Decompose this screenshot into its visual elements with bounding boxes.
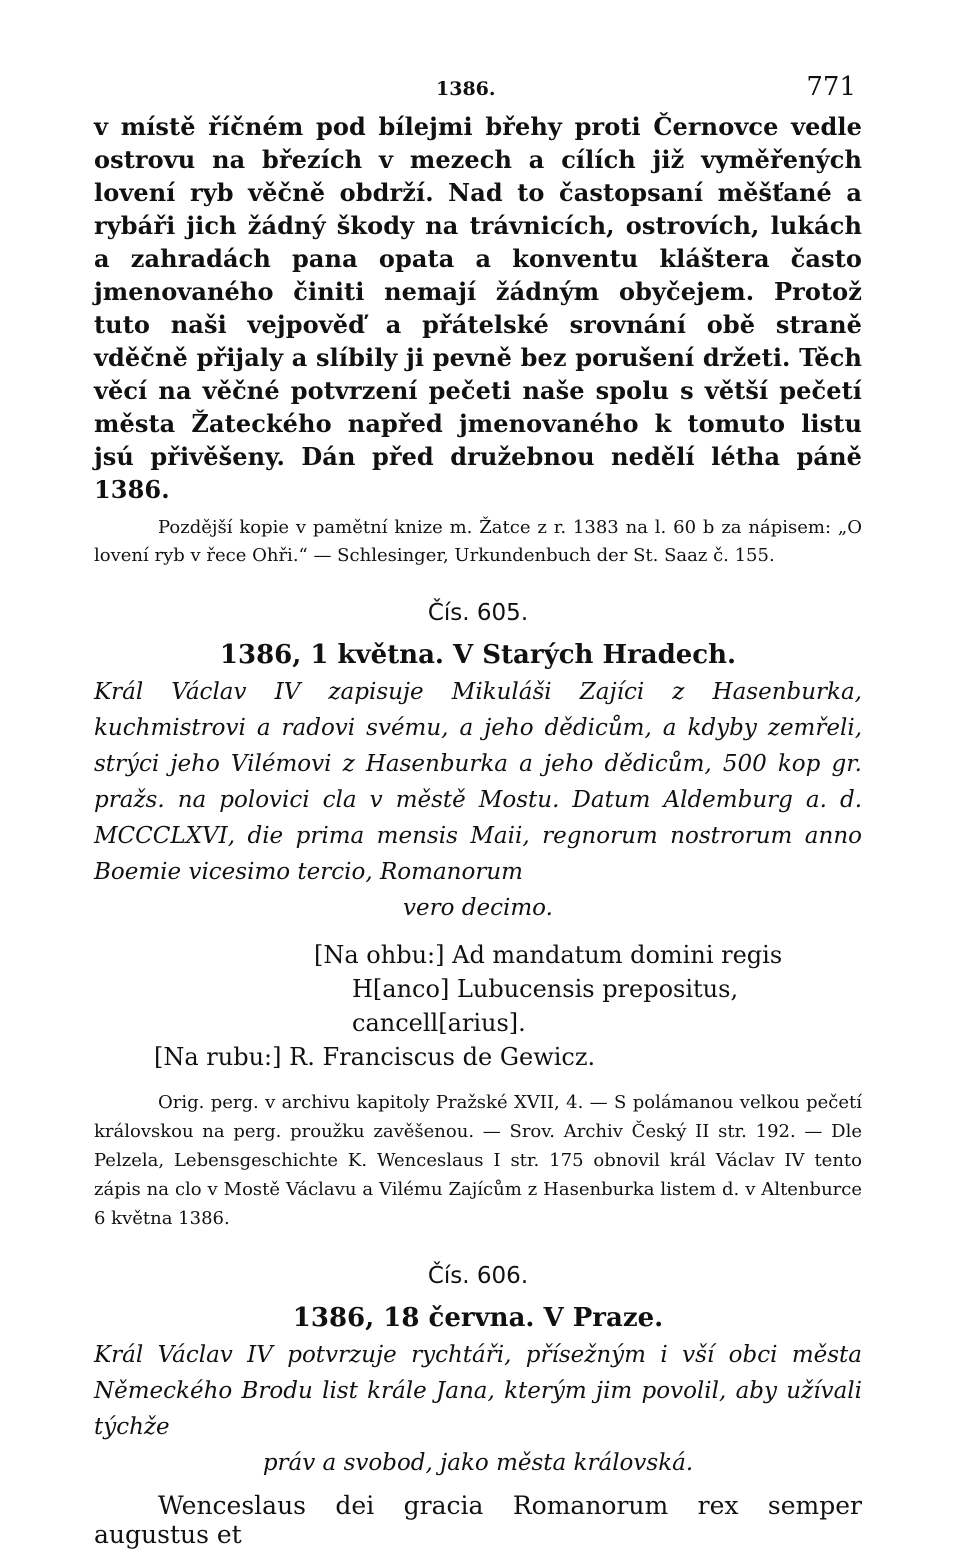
- running-head-year: 1386.: [436, 78, 496, 100]
- regest-text: Král Václav IV zapisuje Mikuláši Zajíci z Hasenburka, kuchmistrovi a radovi svému, a jeho dědicům, a kdyby zemřeli, strýci jeho Vilémovi z Hasenburka a jeho dědicům, 500 kop gr. pražs. na polovici cla v městě Mostu. Datum Aldemburg a. d. MCCCLXVI, die prima mensis Maii, regnorum nostrorum anno Boemie vicesimo tercio, Romanorum: [94, 679, 862, 885]
- chancellor-note: H[anco] Lubucensis prepositus, cancell[arius].: [352, 975, 739, 1037]
- regest-last-line: vero decimo.: [403, 895, 553, 921]
- regest-last-line: práv a svobod, jako města královská.: [262, 1450, 694, 1476]
- page-number: 771: [806, 72, 856, 102]
- dateline: 1386, 1 května. V Starých Hradech.: [219, 640, 737, 670]
- charter-opening: Wenceslaus dei gracia Romanorum rex semper augustus et: [94, 1491, 862, 1549]
- document-605: [94, 600, 862, 1233]
- page-header: [94, 72, 862, 110]
- document-606: [94, 1263, 862, 1549]
- regest: [94, 1337, 862, 1481]
- document-number: Čís. 605.: [427, 600, 529, 626]
- fold-note: [Na ohbu:] Ad mandatum domini regis: [314, 941, 783, 969]
- dorse-note: [Na rubu:] R. Franciscus de Gewicz.: [154, 1043, 596, 1071]
- regest: [94, 674, 862, 926]
- charter-text: v místě říčném pod bílejmi břehy proti Černovce vedle ostrovu na březích v mezech a cílích již vyměřených lovení ryb věčně obdrží. Nad to častopsaní měšťané a rybáři jich žádný škody na trávnicích, ostrovích, lukách a zahradách pana opata a konventu kláštera často jmenovaného činiti nemají žádným obyčejem. Protož tuto naši vejpověď a přátelské srovnání obě straně vděčně přijaly a slíbily ji pevně bez porušení držeti. Těch věcí na věčné potvrzení pečeti naše spolu s větší pečetí města Žateckého napřed jmenovaného k tomuto listu jsú přivěšeny. Dán před družebnou nedělí létha páně 1386.: [94, 112, 862, 504]
- archival-note: Orig. perg. v archivu kapitoly Pražské XVII, 4. — S polámanou velkou pečetí královskou na perg. proužku zavěšenou. — Srov. Archiv Český II str. 192. — Dle Pelzela, Lebensgeschichte K. Wenceslaus I str. 175 obnovil král Václav IV tento zápis na clo v Mostě Václavu a Vilému Zajícům z Hasenburka listem d. v Altenburce 6 května 1386.: [94, 1092, 862, 1229]
- endorsement-notes: [94, 938, 862, 1074]
- document-number: Čís. 606.: [427, 1263, 529, 1289]
- regest-text: Král Václav IV potvrzuje rychtáři, přísežným i vší obci města Německého Brodu list krále Jana, kterým jim povolil, aby užívali týchže: [94, 1342, 862, 1440]
- document-page: [94, 72, 862, 1549]
- dateline: 1386, 18 června. V Praze.: [292, 1303, 664, 1333]
- source-note: Pozdější kopie v pamětní knize m. Žatce z r. 1383 na l. 60 b za nápisem: „O lovení ryb v řece Ohři.“ — Schlesinger, Urkundenbuch der St. Saaz č. 155.: [94, 517, 862, 566]
